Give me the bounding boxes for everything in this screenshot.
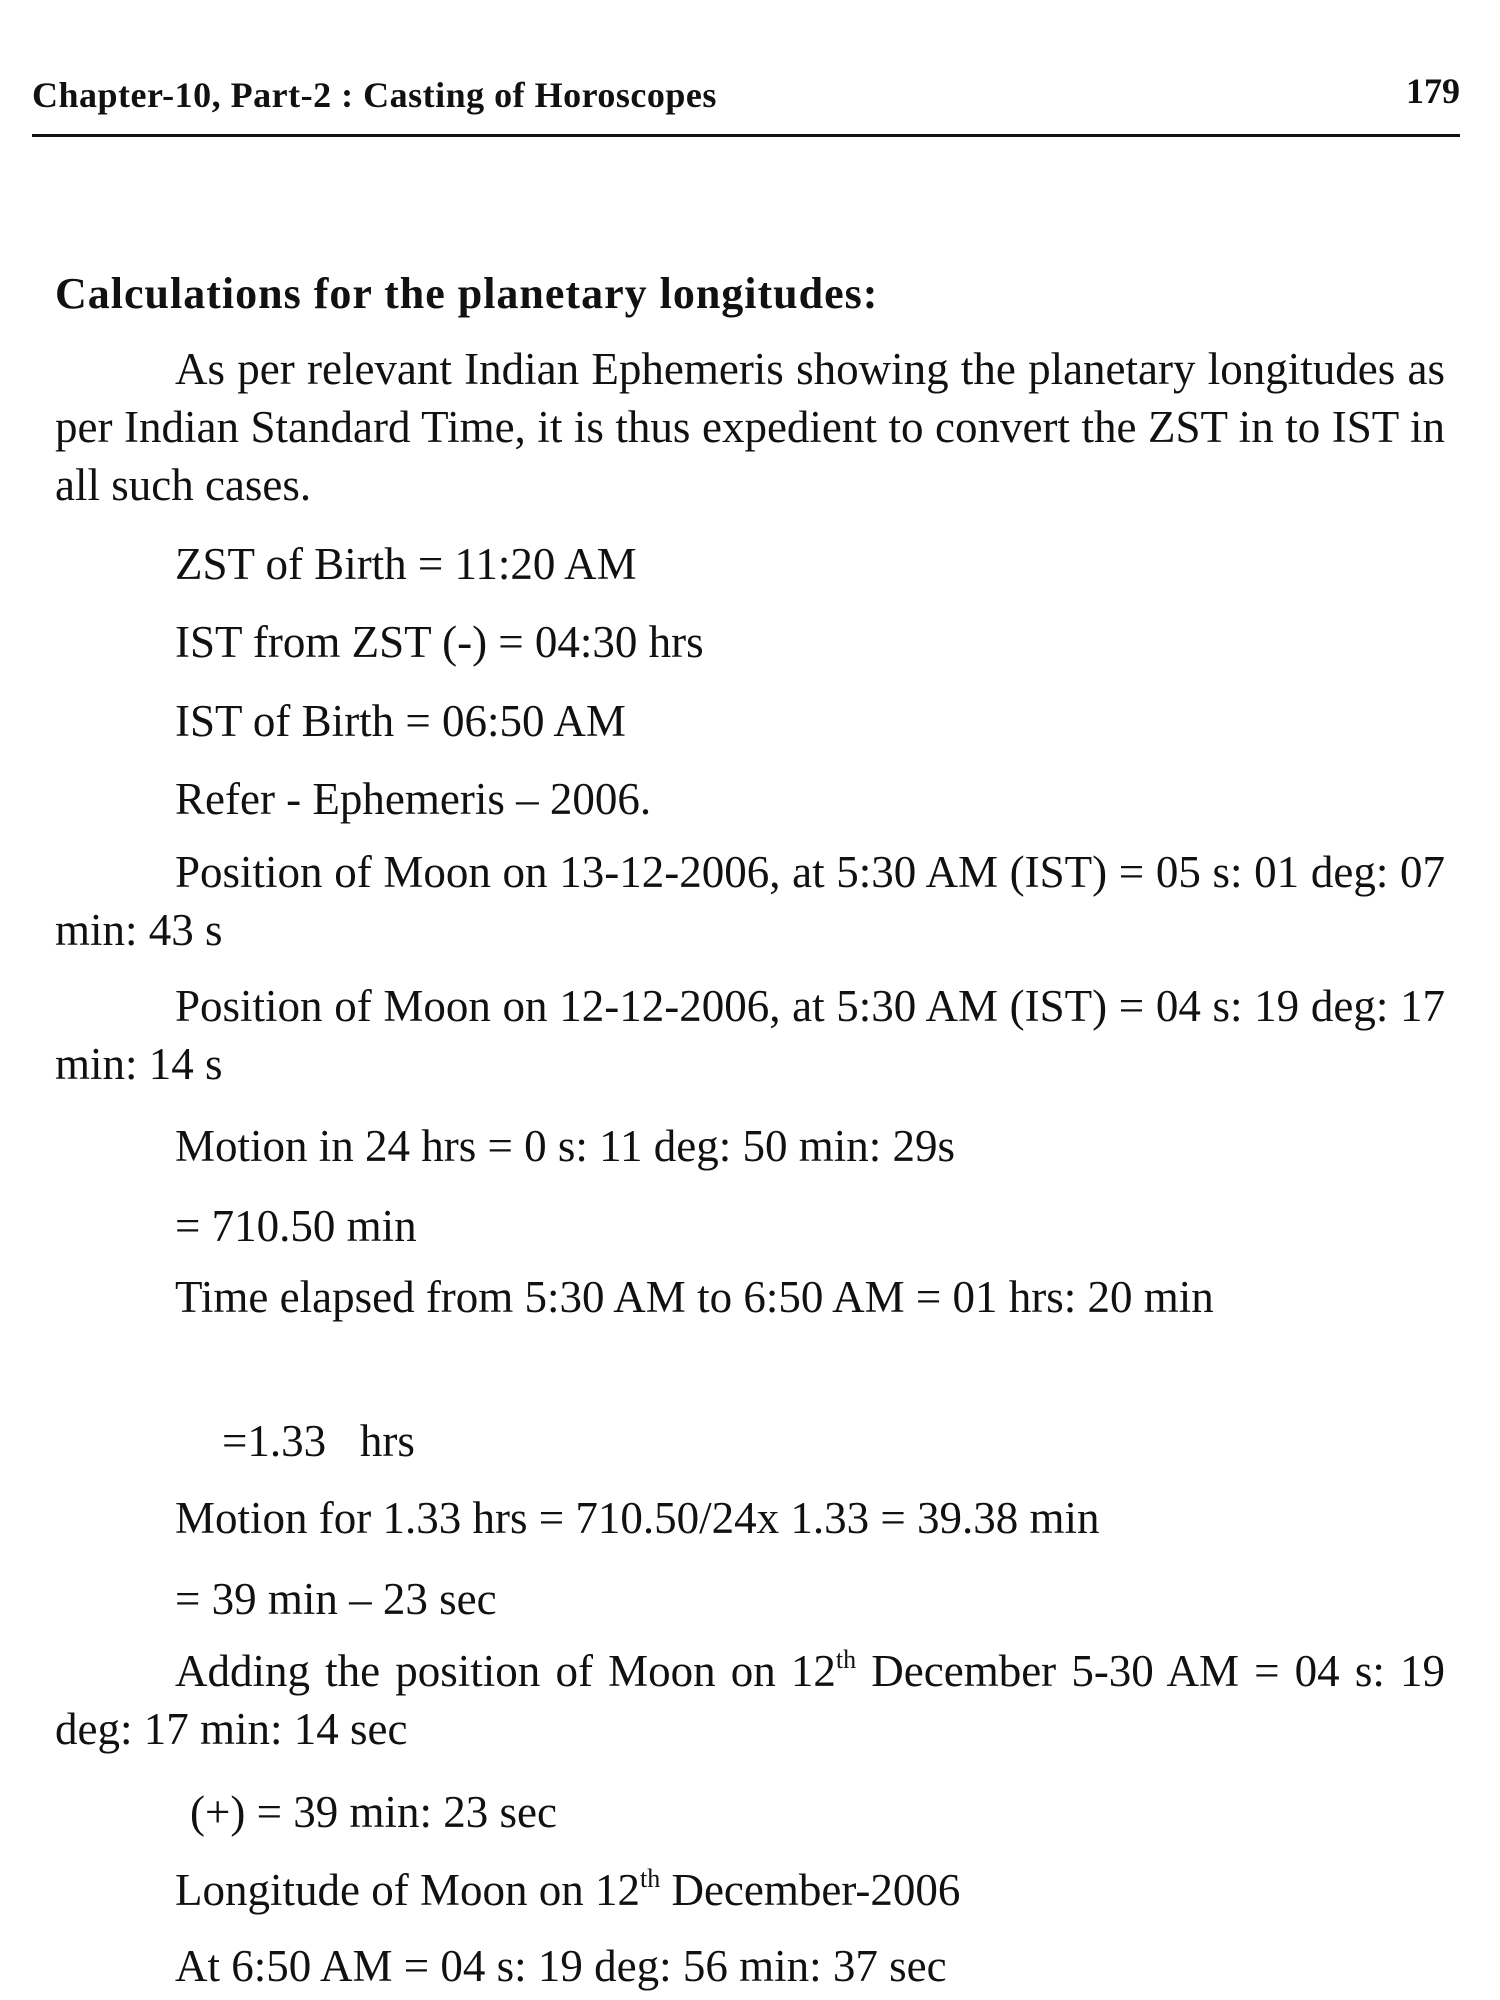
motion-24-minutes: = 710.50 min (175, 1201, 417, 1251)
moon-position-12-text: Position of Moon on 12-12-2006, at 5:30 AM (IST) = 04 s: 19 deg: 17 min: 14 s (55, 981, 1445, 1089)
longitude-ordinal: th (639, 1864, 661, 1893)
time-elapsed-hours: =1.33 hrs (222, 1416, 415, 1466)
section-heading: Calculations for the planetary longitudes: (55, 269, 879, 318)
longitude-text-start: Longitude of Moon on 12 (175, 1865, 640, 1915)
adding-moon-position (55, 1642, 1445, 1758)
moon-position-12 (55, 977, 1445, 1093)
adding-text-end: December 5-30 AM = 04 s: 19 deg: 17 min: 14 sec (55, 1646, 1445, 1754)
intro-text: As per relevant Indian Ephemeris showing the planetary longitudes as per Indian Standard Time, it is thus expedient to convert the ZST in to IST in all such cases. (55, 344, 1445, 510)
longitude-text-end: December-2006 (660, 1865, 961, 1915)
running-header (32, 70, 1460, 137)
intro-paragraph (55, 340, 1445, 514)
adding-text-start: Adding the position of Moon on 12 (175, 1646, 836, 1696)
adding-ordinal: th (835, 1645, 857, 1674)
motion-1-33-hrs: Motion for 1.33 hrs = 710.50/24x 1.33 = 39.38 min (175, 1493, 1100, 1543)
moon-position-13 (55, 843, 1445, 959)
time-elapsed (55, 1268, 1445, 1326)
zst-of-birth: ZST of Birth = 11:20 AM (175, 539, 637, 589)
ist-from-zst: IST from ZST (-) = 04:30 hrs (175, 617, 704, 667)
moon-longitude-result: At 6:50 AM = 04 s: 19 deg: 56 min: 37 sec (175, 1941, 947, 1991)
time-elapsed-text: Time elapsed from 5:30 AM to 6:50 AM = 01 hrs: 20 min (175, 1272, 1214, 1322)
moon-longitude-heading (175, 1864, 960, 1916)
motion-24-hrs: Motion in 24 hrs = 0 s: 11 deg: 50 min: 29s (175, 1121, 955, 1171)
plus-motion: (+) = 39 min: 23 sec (190, 1787, 557, 1837)
moon-position-13-text: Position of Moon on 13-12-2006, at 5:30 AM (IST) = 05 s: 01 deg: 07 min: 43 s (55, 847, 1445, 955)
page-number: 179 (1406, 71, 1460, 111)
motion-1-33-seconds: = 39 min – 23 sec (175, 1574, 497, 1624)
ist-of-birth: IST of Birth = 06:50 AM (175, 696, 626, 746)
chapter-title: Chapter-10, Part-2 : Casting of Horoscopes (32, 75, 717, 115)
refer-ephemeris: Refer - Ephemeris – 2006. (175, 774, 652, 824)
